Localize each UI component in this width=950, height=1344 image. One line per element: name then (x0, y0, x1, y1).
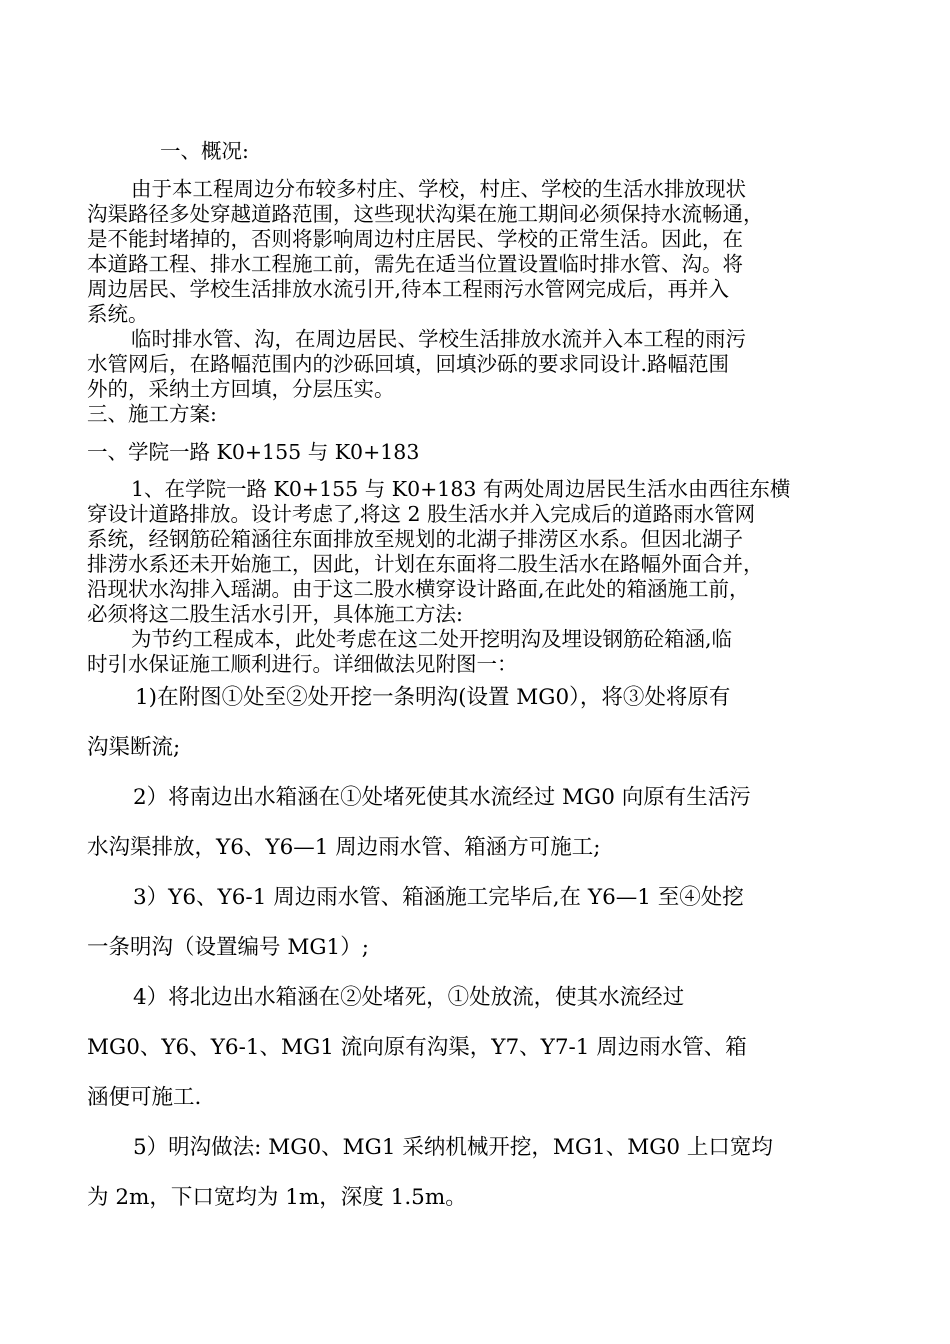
overview-p2-line: 外的，采纳土方回填，分层压实。 (87, 377, 395, 401)
overview-p1-line: 系统。 (87, 302, 149, 326)
plan-p1-line: 穿设计道路排放。设计考虑了,将这 2 股生活水并入完成后的道路雨水管网 (87, 502, 756, 526)
plan-p1-line: 必须将这二股生活水引开，具体施工方法: (87, 602, 463, 626)
plan-p1-line: 排涝水系还未开始施工，因此，计划在东面将二股生活水在路幅外面合并， (87, 552, 764, 576)
plan-p2-line: 为节约工程成本，此处考虑在这二处开挖明沟及埋设钢筋砼箱涵,临 (131, 627, 733, 651)
step-line: 为 2m，下口宽均为 1m，深度 1.5m。 (87, 1185, 467, 1210)
overview-p1-line: 本道路工程、排水工程施工前，需先在适当位置设置临时排水管、沟。将 (87, 252, 743, 276)
step-line: 一条明沟（设置编号 MG1）; (87, 935, 369, 960)
step-line: 水沟渠排放，Y6、Y6—1 周边雨水管、箱涵方可施工; (87, 835, 601, 860)
overview-heading: 一、概况: (160, 139, 249, 163)
step-line: 涵便可施工. (87, 1085, 202, 1110)
overview-p1-line: 是不能封堵掉的，否则将影响周边村庄居民、学校的正常生活。因此，在 (87, 227, 743, 251)
plan-p2-line: 时引水保证施工顺利进行。详细做法见附图一： (87, 652, 518, 676)
plan-p1-line: 沿现状水沟排入瑶湖。由于这二股水横穿设计路面,在此处的箱涵施工前， (87, 577, 750, 601)
plan-heading: 三、施工方案: (87, 402, 217, 426)
step-line: 3）Y6、Y6-1 周边雨水管、箱涵施工完毕后,在 Y6—1 至④处挖 (133, 885, 744, 910)
overview-p1-line: 周边居民、学校生活排放水流引开,待本工程雨污水管网完成后，再并入 (87, 277, 730, 301)
plan-subheading: 一、学院一路 K0+155 与 K0+183 (87, 440, 420, 464)
plan-p1-line: 1、在学院一路 K0+155 与 K0+183 有两处周边居民生活水由西往东横 (131, 477, 791, 501)
overview-p2-line: 临时排水管、沟，在周边居民、学校生活排放水流并入本工程的雨污 (131, 327, 746, 351)
overview-p1-line: 沟渠路径多处穿越道路范围，这些现状沟渠在施工期间必须保持水流畅通， (87, 202, 764, 226)
step-line: 2）将南边出水箱涵在①处堵死使其水流经过 MG0 向原有生活污 (133, 785, 751, 810)
step-line: 4）将北边出水箱涵在②处堵死，①处放流，使其水流经过 (133, 985, 685, 1010)
plan-p1-line: 系统，经钢筋砼箱涵往东面排放至规划的北湖子排涝区水系。但因北湖子 (87, 527, 743, 551)
step-line: 1)在附图①处至②处开挖一条明沟(设置 MG0），将③处将原有 (135, 685, 731, 710)
overview-p1-line: 由于本工程周边分布较多村庄、学校，村庄、学校的生活水排放现状 (131, 177, 746, 201)
overview-p2-line: 水管网后，在路幅范围内的沙砾回填，回填沙砾的要求同设计.路幅范围 (87, 352, 730, 376)
step-line: 5）明沟做法: MG0、MG1 采纳机械开挖，MG1、MG0 上口宽均 (133, 1135, 773, 1160)
step-line: 沟渠断流; (87, 735, 181, 760)
step-line: MG0、Y6、Y6-1、MG1 流向原有沟渠，Y7、Y7-1 周边雨水管、箱 (87, 1035, 747, 1060)
